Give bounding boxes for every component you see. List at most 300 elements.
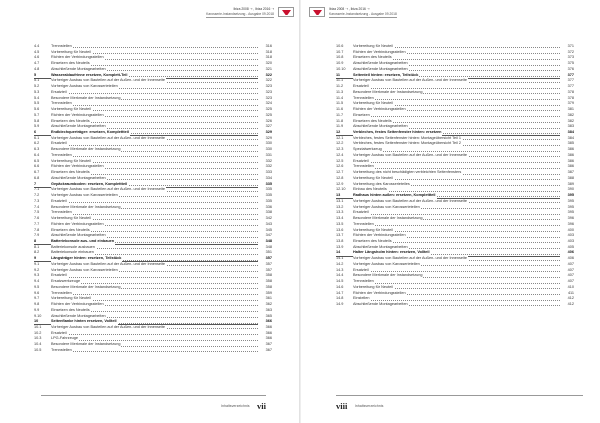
toc-entry-title: Einsetzen des Neuteils: [353, 238, 392, 243]
toc-entry-title: Trennstellen: [51, 152, 72, 157]
toc-entry-number: 13.8: [336, 238, 344, 243]
page-number: viii: [336, 400, 348, 411]
toc-entry-page: 338: [258, 210, 272, 216]
toc-entry-title: Verbleches, festes Seitenfenster hinten: Montageübersicht Teil 2: [353, 141, 461, 146]
toc-entry-page: 357: [258, 256, 272, 262]
toc-entry-title: Trennstellen: [51, 101, 72, 106]
toc-entry-page: 389: [560, 182, 574, 188]
toc-entry-page: 323: [258, 96, 272, 102]
toc-entry-number: 6.4: [34, 152, 40, 157]
toc-entry-number: 9.2: [34, 267, 40, 272]
toc-entry-page: 329: [258, 136, 272, 142]
toc-entry-title: Trennstellen: [353, 164, 374, 169]
toc-entry-title: Wasserablaufrinne ersetzen, Komplett-Teil: [51, 72, 128, 77]
toc-entry-page: 323: [258, 84, 272, 90]
toc-entry-title: Einsetzen des Neuteils: [51, 170, 90, 175]
toc-entry-page: 386: [560, 159, 574, 165]
toc-entry-title: Besondere Merkmale der Instandsetzung: [353, 216, 423, 221]
toc-entry-number: 9.5: [34, 284, 40, 289]
toc-entry-title: Batteriekonsole aus- und einbauen: [51, 238, 115, 243]
toc-leader-dots: [51, 291, 258, 295]
toc-entry-number: 11.1: [336, 78, 344, 83]
toc-entry-title: Einsetzen des Neuteils: [51, 227, 90, 232]
toc-leader-dots: [51, 279, 258, 283]
toc-leader-dots: [51, 199, 258, 203]
toc-entry-title: Vorbereitung des nicht beschädigten verbleichten Seitenfensters: [353, 170, 462, 175]
toc-entry-title: Vorheriger Ausbau von Karosserieteilen: [51, 84, 118, 89]
toc-entry-number: 14: [336, 250, 341, 255]
toc-entry-page: 321: [258, 67, 272, 73]
toc-entry-page: 410: [560, 285, 574, 291]
toc-entry-title: Einsetzen des Neuteils: [51, 307, 90, 312]
toc-entry-number: 12.2: [336, 141, 344, 146]
toc-entry-title: Abschließende Montagearbeiten: [51, 233, 106, 238]
toc-entry-title: Trennstellen: [51, 290, 72, 295]
toc-entry-page: 412: [560, 302, 574, 308]
toc-leader-dots: [353, 268, 560, 272]
toc-entry-title: Gepäckraumboden: ersetzen, Komplettteil: [51, 181, 128, 186]
toc-entry-title: Batteriekonsole ausbauen: [51, 244, 95, 249]
toc-entry-number: 11.5: [336, 101, 344, 106]
toc-entry-title: Richten der Verbindungsstellen: [51, 302, 104, 307]
toc-entry-page: 382: [560, 113, 574, 119]
toc-entry-title: Vorheriger Ausbau von Karosserieteilen: [353, 204, 420, 209]
toc-entry-page: 377: [560, 78, 574, 84]
toc-entry-number: 12.8: [336, 175, 344, 180]
header-text: [329, 7, 397, 18]
toc-entry-number: 4.6: [34, 55, 40, 60]
toc-entry-number: 10.3: [34, 336, 42, 341]
toc-entry-page: 326: [258, 119, 272, 125]
toc-entry-number: 6.8: [34, 175, 40, 180]
toc-entry-page: 388: [560, 176, 574, 182]
toc-entry-number: 12.9: [336, 181, 344, 186]
toc-entry-page: 377: [560, 84, 574, 90]
toc-leader-dots: [353, 210, 560, 214]
toc-leader-dots: [353, 296, 560, 300]
toc-entry-number: 13.7: [336, 233, 344, 238]
toc-entry-title: Einsetzen des Neuteils: [51, 61, 90, 66]
toc-entry-title: Vorheriger Ausbau von Bauteilen auf der Außen- und der Innenseite: [353, 152, 467, 157]
toc-entry-title: Besondere Merkmale der Instandsetzung: [51, 95, 121, 100]
toc-entry-number: 13.9: [336, 244, 344, 249]
toc-entry-number: 9.6: [34, 290, 40, 295]
toc-entry-title: Verbleches, festes Seitenfenster hinten: Montageübersicht Teil 1: [353, 135, 461, 140]
toc-entry-title: Richten der Verbindungsstellen: [51, 112, 104, 117]
toc-entry-title: Besondere Merkmale der Instandsetzung: [353, 89, 423, 94]
toc-entry-number: 14.6: [336, 284, 344, 289]
toc-entry-page: 331: [258, 153, 272, 159]
toc-entry-number: 14.7: [336, 290, 344, 295]
toc-entry-title: Vorbereitung für Neuteil: [353, 284, 393, 289]
toc-entry-page: 325: [258, 107, 272, 113]
toc-entry-title: Ersatzteil: [51, 330, 67, 335]
toc-entry-page: 318: [258, 55, 272, 61]
toc-entry-number: 7.6: [34, 216, 40, 221]
toc-entry-title: Einsetzen: [353, 112, 370, 117]
toc-entry-page: 333: [258, 170, 272, 176]
toc-entry-number: 10.2: [34, 330, 42, 335]
toc-leader-dots: [51, 141, 258, 145]
toc-leader-dots: [353, 113, 560, 117]
toc-entry-number: 10.9: [336, 61, 344, 66]
toc-entry-page: 405: [560, 245, 574, 251]
toc-entry-number: 11.4: [336, 95, 344, 100]
toc-entry-number: 5.5: [34, 101, 40, 106]
toc-entry-number: 12.3: [336, 147, 344, 152]
toc-entry-title: Einstellen: [353, 296, 370, 301]
header-rule: [329, 17, 397, 18]
toc-entry-number: 8.1: [34, 244, 40, 249]
toc-entry-page: 345: [258, 228, 272, 234]
toc-entry-number: 5.8: [34, 118, 40, 123]
toc-entry-number: 10.8: [336, 55, 344, 60]
toc-entry-number: 14.1: [336, 256, 344, 261]
toc-entry-title: Besondere Merkmale der Instandsetzung: [51, 147, 121, 152]
toc-entry-title: Vorbereitung für Neuteil: [51, 216, 91, 221]
toc-entry-title: Batteriekonsole einbauen: [51, 250, 94, 255]
right-page-header: [309, 7, 397, 27]
toc-entry-title: Vorheriger Ausbau von Bauteilen auf der Außen- und der Innenseite: [353, 256, 467, 261]
toc-entry-number: 13.3: [336, 210, 344, 215]
toc-entry[interactable]: [34, 348, 272, 354]
toc-entry-title: Vorbereitung des Karosserieteiles: [353, 181, 410, 186]
toc-entry-title: Halter Längsholm hinten: ersetzen, Vollteil: [353, 250, 430, 255]
toc-entry-title: Richten der Verbindungsstellen: [51, 221, 104, 226]
toc-entry-page: 406: [560, 256, 574, 262]
toc-entry-number: 12.1: [336, 135, 344, 140]
toc-entry-number: 7.1: [34, 187, 40, 192]
footer-section-label: Inhaltsverzeichnis: [354, 403, 384, 408]
toc-entry-number: 4.7: [34, 61, 40, 66]
toc-entry-title: Abschließende Montagearbeiten: [353, 66, 408, 71]
toc-entry-page: 358: [258, 273, 272, 279]
toc-entry-page: 320: [258, 61, 272, 67]
toc-entry-number: 4.4: [34, 44, 40, 48]
header-model-line: Ibiza 2008 ➝ , Ibiza 2016 ➝: [329, 7, 370, 11]
toc-entry-number: 7.5: [34, 210, 40, 215]
toc-entry-page: 396: [560, 216, 574, 222]
toc-entry-number: 9.8: [34, 302, 40, 307]
toc-entry-page: 412: [560, 296, 574, 302]
toc-entry-page: 322: [258, 73, 272, 79]
toc-entry-title: Seitenflanke hinten ersetzen, Vollteil: [51, 319, 117, 324]
toc-entry-page: 367: [258, 348, 272, 354]
toc-entry-page: 366: [258, 319, 272, 325]
toc-entry-page: 385: [560, 141, 574, 147]
toc-entry-number: 5.6: [34, 107, 40, 112]
toc-leader-dots: [353, 222, 560, 226]
toc-leader-dots: [353, 164, 560, 168]
toc-entry-title: Vorheriger Ausbau von Bauteilen auf der Außen- und der Innenseite: [51, 135, 165, 140]
header-model-line: Ibiza 2008 ➝ , Ibiza 2016 ➝: [233, 7, 274, 11]
page-number: vii: [257, 400, 266, 411]
toc-entry-title: Abschließende Montagearbeiten: [353, 244, 408, 249]
toc-entry-title: Einbau des Neuteils: [353, 187, 387, 192]
toc-entry-number: 7.3: [34, 198, 40, 203]
toc-entry-page: 407: [560, 262, 574, 268]
toc-entry-number: 5.7: [34, 112, 40, 117]
toc-entry-title: Trennstellen: [51, 347, 72, 352]
toc-entry-title: Ersatzteil: [353, 210, 369, 215]
toc-entry-number: 7.8: [34, 227, 40, 232]
toc-entry-page: 406: [560, 250, 574, 256]
toc-entry-number: 9.10: [34, 313, 42, 318]
toc-entry-title: Richten der Verbindungsstellen: [353, 290, 406, 295]
toc-entry-page: 322: [258, 78, 272, 84]
toc-entry-title: Einsetzen des Neuteils: [353, 118, 392, 123]
toc-entry-page: 361: [258, 296, 272, 302]
toc-entry-page: 382: [560, 119, 574, 125]
toc-entry-number: 10.10: [336, 66, 346, 71]
toc-entry-number: 6.3: [34, 147, 40, 152]
toc-entry-title: Ersatzteil: [353, 267, 369, 272]
toc-entry-number: 11.2: [336, 84, 344, 89]
toc-entry-page: 342: [258, 216, 272, 222]
header-edition-line: Karosserie-Instandsetzung - Ausgabe 09.2018: [329, 11, 397, 16]
toc-entry-page: 407: [560, 279, 574, 285]
toc-entry-title: Vorheriger Ausbau von Bauteilen auf der Außen- und der Innenseite: [353, 78, 467, 83]
toc-entry-number: 13: [336, 193, 341, 198]
toc-entry-page: 347: [258, 233, 272, 239]
toc-entry-page: 411: [560, 291, 574, 297]
toc-entry-number: 9.9: [34, 307, 40, 312]
toc-leader-dots: [51, 336, 258, 340]
toc-entry-title: Trennstellen: [353, 279, 374, 284]
toc-entry-number: 12.5: [336, 158, 344, 163]
toc-entry-page: 407: [560, 273, 574, 279]
toc-entry-title: Einsetzen des Neuteils: [353, 55, 392, 60]
toc-entry-page: 396: [560, 222, 574, 228]
toc-entry-title: Ersatzteil: [353, 158, 369, 163]
toc-entry-number: 8.2: [34, 250, 40, 255]
toc-entry-number: 5: [34, 72, 37, 77]
toc-entry-number: 5.4: [34, 95, 40, 100]
toc-entry-page: 366: [258, 331, 272, 337]
toc-entry-number: 9.3: [34, 273, 40, 278]
toc-entry-page: 373: [560, 55, 574, 61]
toc-entry-number: 5.9: [34, 124, 40, 129]
toc-entry-number: 11.9: [336, 124, 344, 129]
toc-entry-page: 376: [560, 67, 574, 73]
header-text: [206, 7, 274, 18]
toc-entry-page: 366: [258, 325, 272, 331]
toc-entry-title: Ersatzteil: [51, 89, 67, 94]
brand-logo-icon: [309, 7, 325, 17]
toc-entry-page: 390: [560, 187, 574, 193]
toc-entry-number: 5.2: [34, 84, 40, 89]
toc-entry-number: 11.7: [336, 112, 344, 117]
toc-entry-number: 11: [336, 72, 341, 77]
toc-entry-title: Ersatzteil: [353, 84, 369, 89]
header-rule: [206, 17, 274, 18]
toc-entry-page: 403: [560, 233, 574, 239]
toc-entry-page: 348: [258, 239, 272, 245]
toc-entry-title: Richten der Verbindungsstellen: [353, 107, 406, 112]
toc-entry-title: Richten der Verbindungsstellen: [51, 55, 104, 60]
toc-entry-number: 10: [34, 319, 39, 324]
toc-entry-number: 7: [34, 181, 37, 186]
toc-entry-page: 327: [258, 124, 272, 130]
toc-entry-title: Abschließende Montagearbeiten: [353, 302, 408, 307]
toc-entry-title: Ersatzwerkzeuge: [51, 279, 81, 284]
toc-entry-number: 13.4: [336, 216, 344, 221]
toc-entry-page: 329: [258, 130, 272, 136]
toc-entry-number: 6.5: [34, 158, 40, 163]
toc-entry-page: 377: [560, 73, 574, 79]
toc-leader-dots: [51, 101, 258, 105]
toc-entry-title: Trennstellen: [51, 44, 72, 48]
toc-entry-number: 5.1: [34, 78, 40, 83]
toc-entry-page: 378: [560, 96, 574, 102]
toc-entry-page: 358: [258, 285, 272, 291]
table-of-contents-right: [336, 44, 574, 308]
toc-entry-title: Vorbereitung für Neuteil: [353, 227, 393, 232]
toc-entry-title: Vorheriger Ausbau von Bauteilen auf der Außen- und der Innenseite: [51, 261, 165, 266]
toc-entry-page: 357: [258, 268, 272, 274]
toc-entry-title: Vorheriger Ausbau von Karosserieteilen: [51, 267, 118, 272]
toc-entry-number: 9.4: [34, 279, 40, 284]
toc-entry-title: Besondere Merkmale der Instandsetzung: [51, 284, 121, 289]
toc-entry-page: 366: [258, 336, 272, 342]
toc-entry-page: 362: [258, 302, 272, 308]
toc-entry-page: 384: [560, 130, 574, 136]
toc-entry-title: Seitenteil hinten: ersetzen, Teilstück: [353, 72, 419, 77]
toc-entry-number: 10.7: [336, 49, 344, 54]
toc-entry-title: Abschließende Montagearbeiten: [353, 124, 408, 129]
toc-leader-dots: [51, 348, 258, 352]
toc-entry-title: Trennstellen: [353, 221, 374, 226]
toc-leader-dots: [353, 96, 560, 100]
toc-entry-title: Vorheriger Ausbau von Karosserieteilen: [51, 193, 118, 198]
toc-entry-number: 10.4: [34, 342, 42, 347]
toc-entry-title: Ersatzteil: [51, 273, 67, 278]
toc-entry-number: 7.9: [34, 233, 40, 238]
toc-entry-page: 316: [258, 44, 272, 50]
toc-entry-number: 11.8: [336, 118, 344, 123]
toc-entry-page: 359: [258, 291, 272, 297]
toc-entry-page: 336: [258, 205, 272, 211]
toc-entry-page: 318: [258, 50, 272, 56]
toc-entry-number: 9: [34, 256, 37, 261]
toc-entry-page: 386: [560, 164, 574, 170]
toc-entry-title: Trennstellen: [51, 210, 72, 215]
toc-entry-title: Abschließende Montagearbeiten: [353, 61, 408, 66]
toc-entry-number: 6.6: [34, 164, 40, 169]
toc-entry-title: Besondere Merkmale der Instandsetzung: [51, 204, 121, 209]
toc-entry-title: LPG-Fahrzeuge: [51, 336, 79, 341]
toc-entry-page: 403: [560, 239, 574, 245]
toc-leader-dots: [51, 273, 258, 277]
toc-entry-title: Ersatzteil: [51, 141, 67, 146]
toc-entry-page: 348: [258, 245, 272, 251]
toc-entry-number: 14.8: [336, 296, 344, 301]
toc-entry-page: 383: [560, 124, 574, 130]
toc-entry-number: 6.2: [34, 141, 40, 146]
toc-entry-number: 10.1: [34, 324, 42, 329]
toc-entry-title: Vorbereitung für Neuteil: [51, 107, 91, 112]
toc-entry-number: 12.4: [336, 152, 344, 157]
toc-entry-number: 13.1: [336, 198, 344, 203]
toc-entry-title: Vorheriger Ausbau von Bauteilen auf der Außen- und der Innenseite: [51, 78, 165, 83]
toc-entry-page: 323: [258, 90, 272, 96]
right-page-footer: [336, 397, 383, 409]
toc-leader-dots: [51, 331, 258, 335]
toc-entry-page: 384: [560, 136, 574, 142]
toc-entry[interactable]: [336, 302, 574, 308]
toc-entry-title: Vorheriger Ausbau von Bauteilen auf der Außen- und der Innenseite: [51, 324, 165, 329]
left-page-footer: [221, 397, 266, 409]
toc-entry-number: 12.7: [336, 170, 344, 175]
toc-entry-number: 14.4: [336, 273, 344, 278]
toc-entry-number: 10.6: [336, 44, 344, 48]
toc-entry-number: 12.6: [336, 164, 344, 169]
brand-logo-icon: [278, 7, 294, 17]
toc-entry-number: 9.7: [34, 296, 40, 301]
toc-entry-title: Abschließende Montagearbeiten: [51, 313, 106, 318]
toc-leader-dots: [51, 210, 258, 214]
toc-entry-page: 387: [560, 170, 574, 176]
toc-entry-number: 12: [336, 130, 341, 135]
toc-leader-dots: [51, 44, 258, 48]
right-page: [300, 0, 600, 423]
toc-entry-page: 335: [258, 182, 272, 188]
toc-leader-dots: [51, 153, 258, 157]
toc-entry-page: 358: [258, 279, 272, 285]
toc-entry-number: 14.3: [336, 267, 344, 272]
toc-entry-title: Vorbereitung für Neuteil: [51, 158, 91, 163]
toc-leader-dots: [353, 84, 560, 88]
toc-entry-title: Vorheriger Ausbau von Bauteilen auf der Außen- und der Innenseite: [51, 187, 165, 192]
toc-entry-page: 334: [258, 176, 272, 182]
toc-entry-number: 14.5: [336, 279, 344, 284]
toc-entry-number: 14.2: [336, 261, 344, 266]
toc-entry-page: 332: [258, 159, 272, 165]
toc-entry-page: 365: [258, 314, 272, 320]
toc-entry-title: Abschließende Montagearbeiten: [51, 175, 106, 180]
toc-entry-title: Spezialwerkzeug: [353, 147, 382, 152]
toc-entry-page: 371: [560, 44, 574, 50]
toc-entry-number: 12.10: [336, 187, 346, 192]
toc-entry-number: 7.4: [34, 204, 40, 209]
toc-entry-page: 378: [560, 90, 574, 96]
toc-entry-page: 325: [258, 113, 272, 119]
table-of-contents-left: [34, 44, 272, 354]
toc-entry-page: 324: [258, 101, 272, 107]
toc-entry-title: Vorbereitung für Neuteil: [51, 49, 91, 54]
toc-entry-page: 357: [258, 262, 272, 268]
toc-entry-title: Abschließende Montagearbeiten: [51, 66, 106, 71]
toc-leader-dots: [51, 90, 258, 94]
toc-entry-page: 386: [560, 153, 574, 159]
toc-entry-title: Vorbereitung für Neuteil: [353, 44, 393, 48]
toc-entry-title: Vorbereitung für Neuteil: [353, 175, 393, 180]
toc-entry-title: Vorbereitung für Neuteil: [353, 101, 393, 106]
toc-entry-page: 379: [560, 101, 574, 107]
toc-entry-number: 5.3: [34, 89, 40, 94]
toc-entry-title: Vorheriger Ausbau von Karosserieteilen: [353, 261, 420, 266]
toc-entry-page: 395: [560, 210, 574, 216]
toc-entry-page: 395: [560, 205, 574, 211]
toc-entry-title: Vorbereitung für Neuteil: [51, 296, 91, 301]
toc-entry-page: 363: [258, 308, 272, 314]
toc-entry-number: 14.9: [336, 302, 344, 307]
toc-entry-number: 6: [34, 130, 37, 135]
toc-entry-page: 395: [560, 193, 574, 199]
toc-entry-number: 7.2: [34, 193, 40, 198]
toc-entry-number: 9.1: [34, 261, 40, 266]
toc-entry-number: 13.2: [336, 204, 344, 209]
